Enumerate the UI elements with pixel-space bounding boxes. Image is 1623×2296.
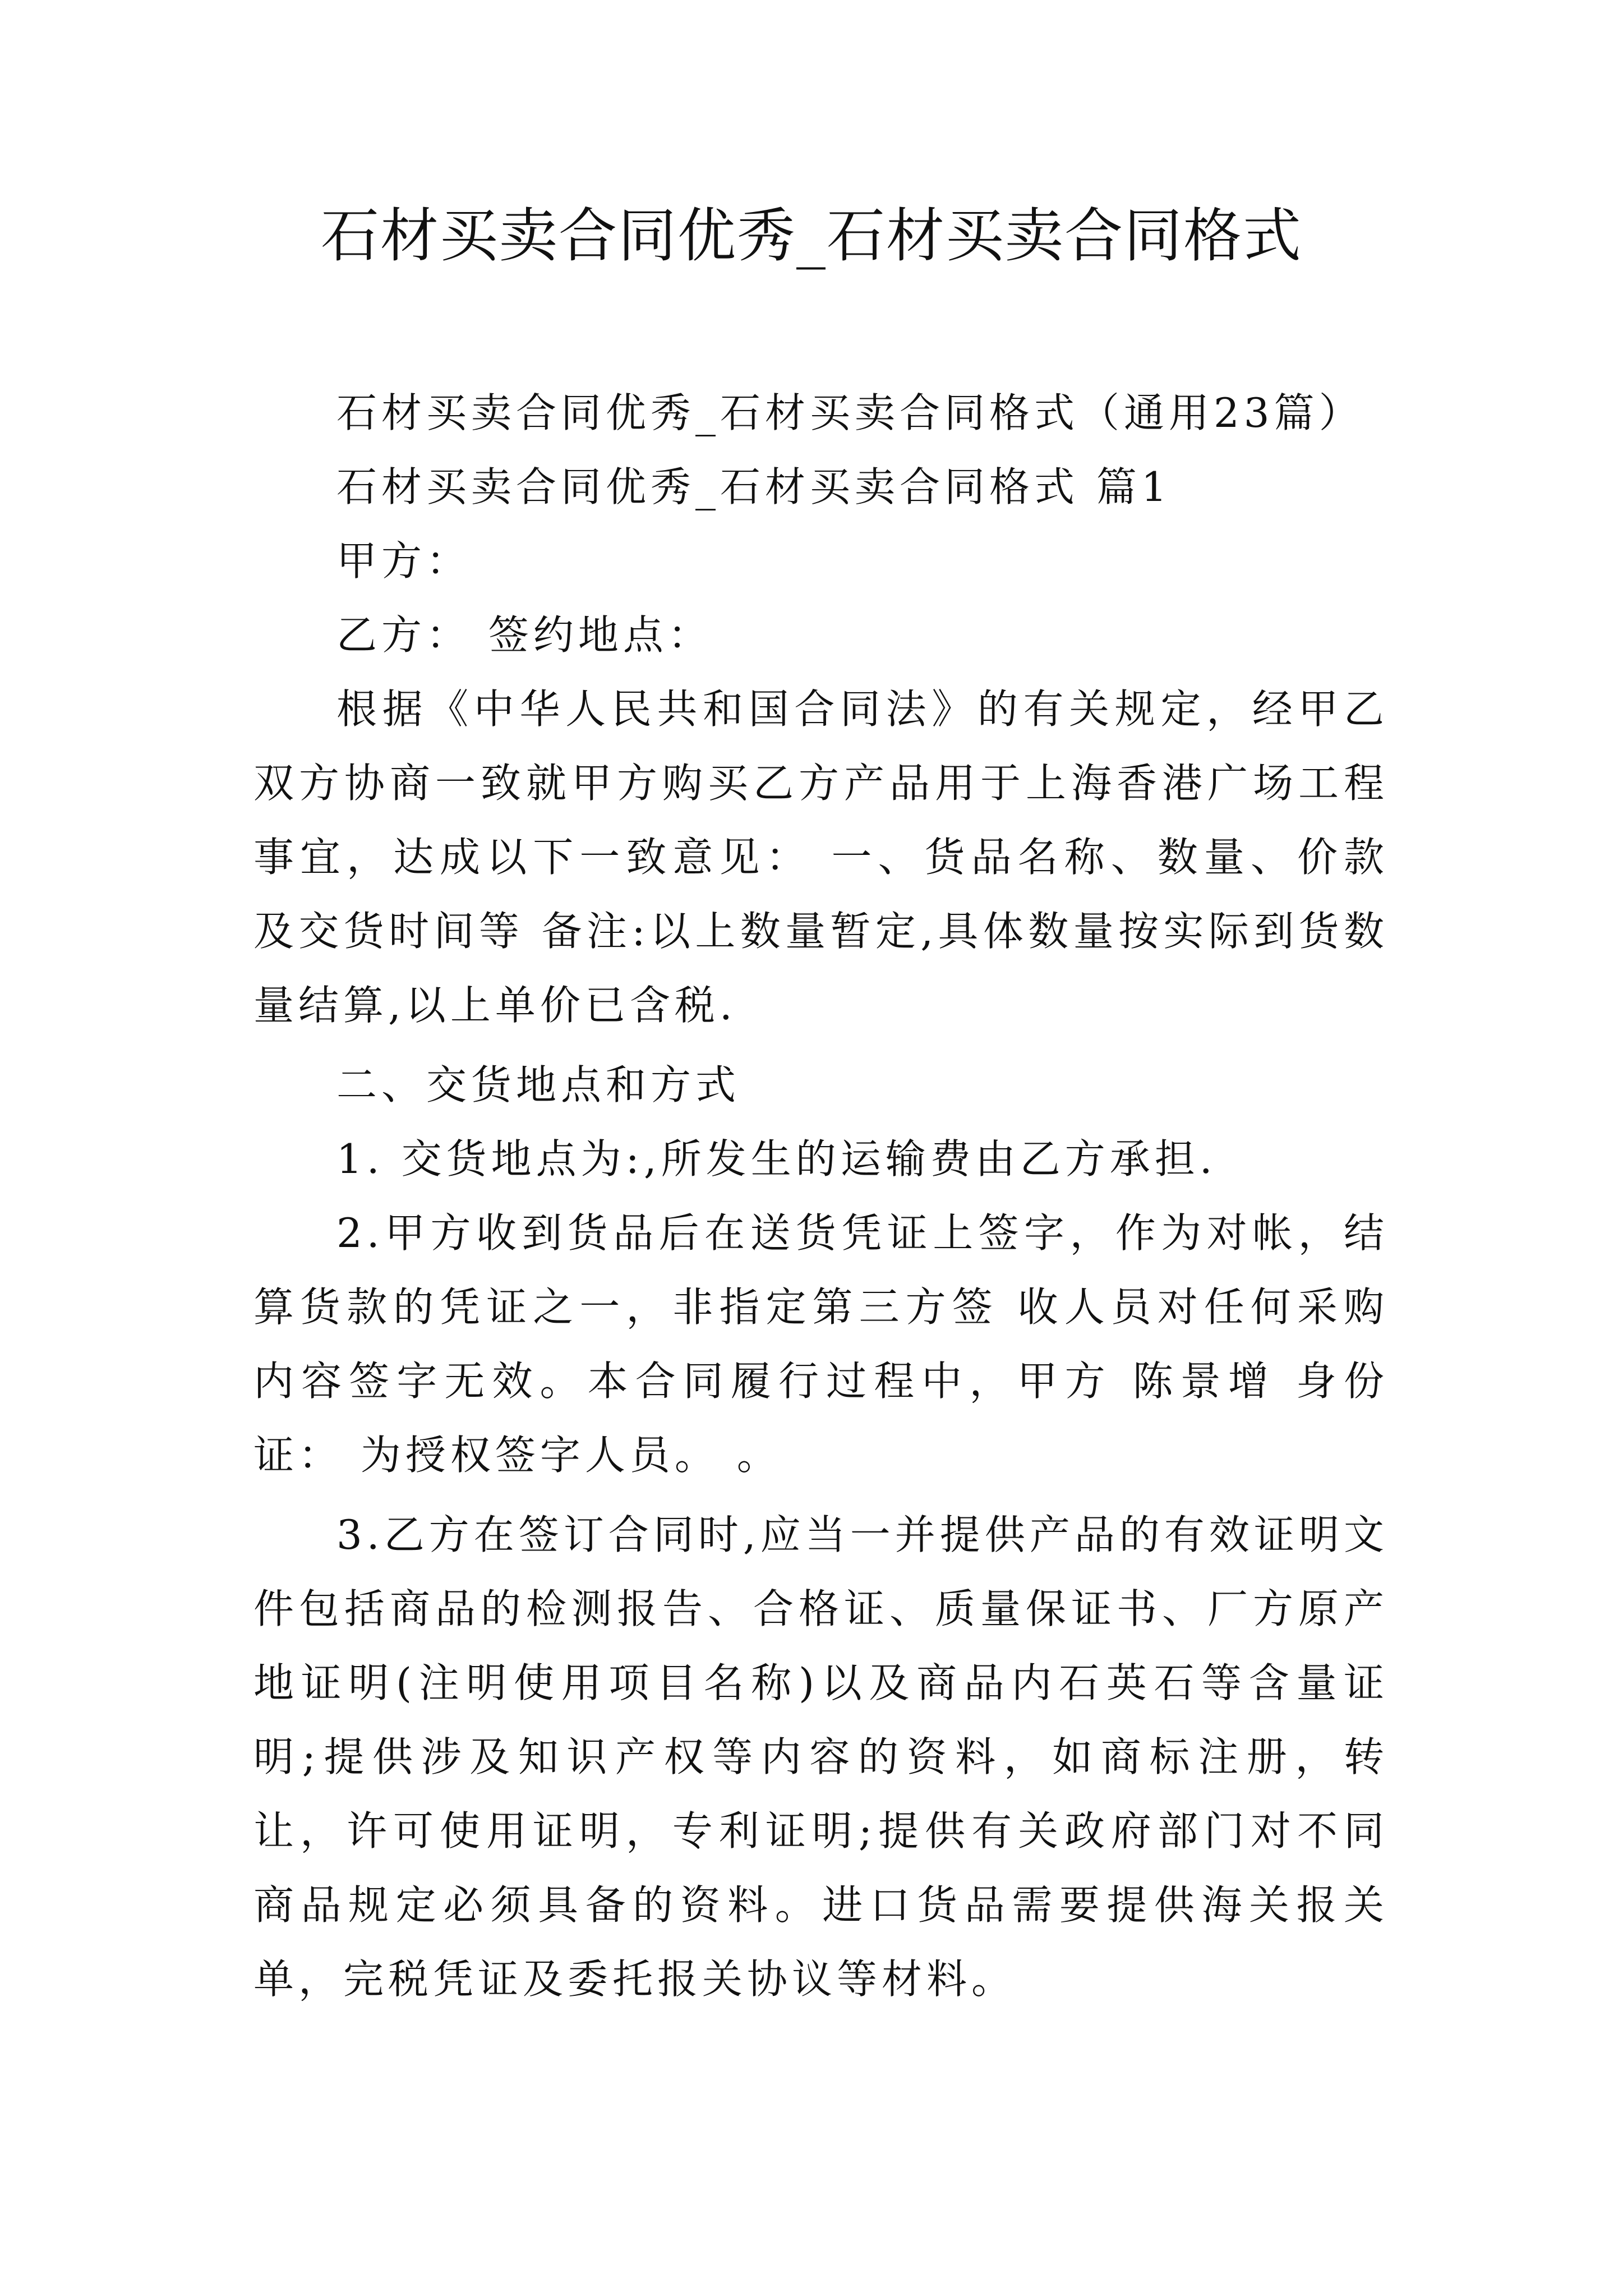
subtitle-paragraph: 石材买卖合同优秀_石材买卖合同格式（通用23篇） bbox=[336, 389, 1364, 436]
party-b-line: 乙方： 签约地点： bbox=[336, 611, 713, 659]
clause-2-item-3: 3.乙方在签订合同时,应当一并提供产品的有效证明文件包括商品的检测报告、合格证、质量保证书、厂方原产地证明(注明使用项目名称)以及商品内石英石等含量证明;提供涉及知识产权等内容的资料，如商标注册，转让，许可使用证明，专利证明;提供有关政府部门对不同商品规定必须具备的资料。进口货品需要提供海关报关单，完税凭证及委托报关协议等材料。 bbox=[253, 1511, 1389, 2003]
intro-paragraph: 根据《中华人民共和国合同法》的有关规定，经甲乙双方协商一致就甲方购买乙方产品用于上海香港广场工程事宜，达成以下一致意见： 一、货品名称、数量、价款及交货时间等 备注:以上数量暂定,具体数量按实际到货数量结算,以上单价已含税. bbox=[253, 685, 1389, 1029]
clause-2-heading: 二、交货地点和方式 bbox=[336, 1061, 741, 1108]
clause-2-item-1: 1. 交货地点为:,所发生的运输费由乙方承担. bbox=[336, 1135, 1217, 1182]
document-title: 石材买卖合同优秀_石材买卖合同格式 bbox=[320, 201, 1302, 270]
document-body bbox=[253, 376, 1389, 2016]
section-heading-paragraph: 石材买卖合同优秀_石材买卖合同格式 篇1 bbox=[336, 463, 1172, 510]
party-a-line: 甲方： bbox=[336, 537, 472, 585]
clause-2-item-2: 2.甲方收到货品后在送货凭证上签字，作为对帐，结算货款的凭证之一，非指定第三方签 收人员对任何采购内容签字无效。本合同履行过程中，甲方 陈景增 身份证： 为授权签字人员。 。 bbox=[253, 1209, 1389, 1479]
